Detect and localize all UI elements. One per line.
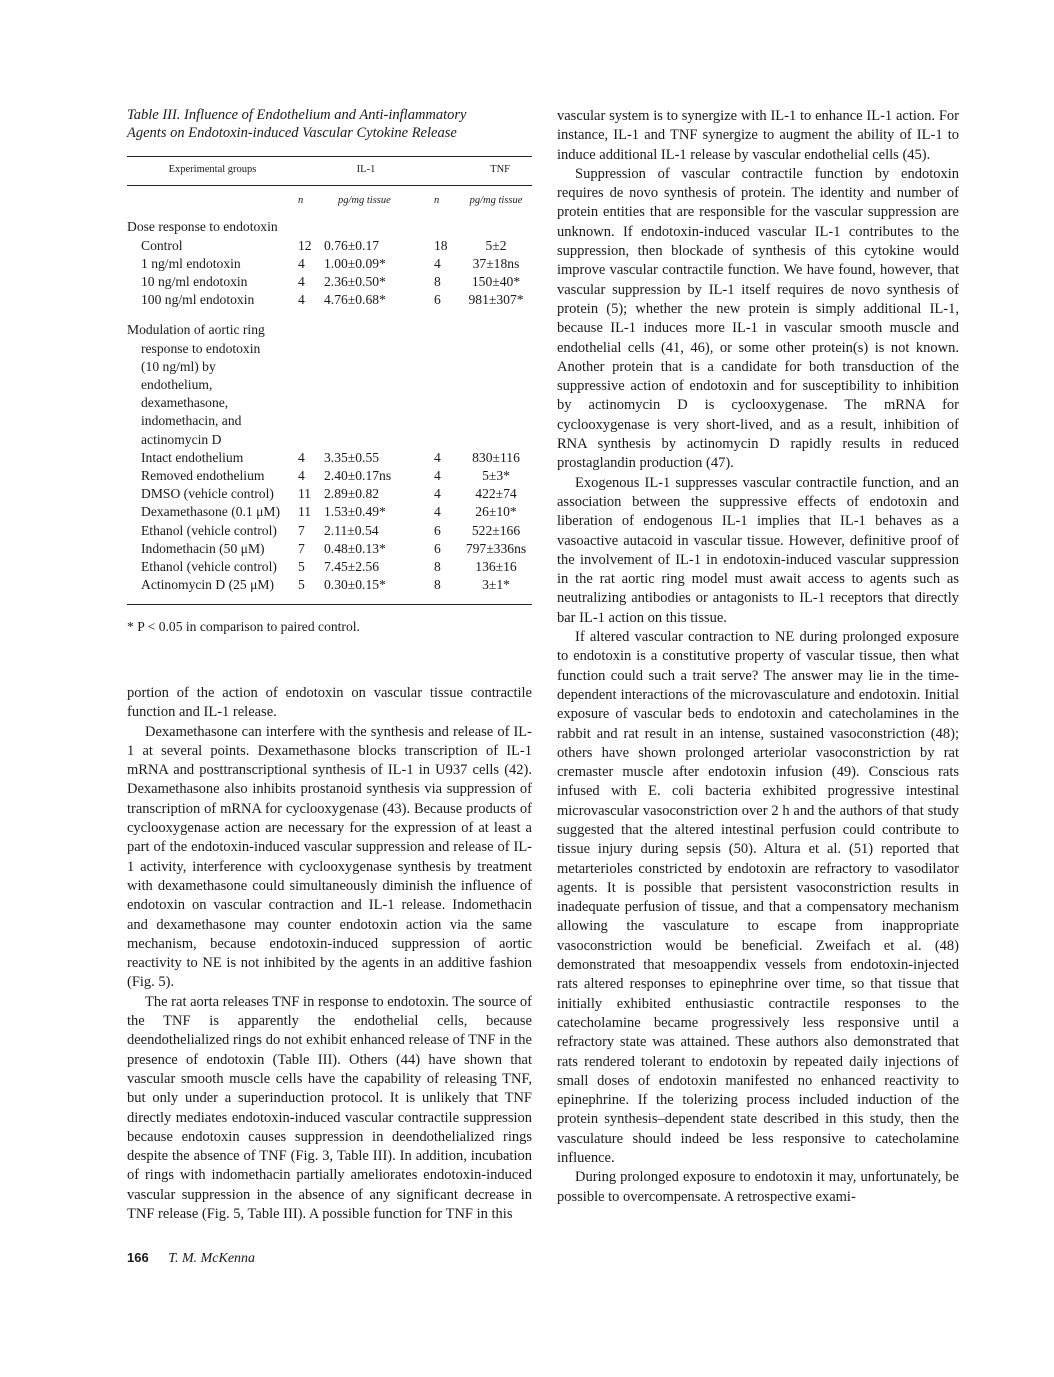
- tnf-value: 797±336ns: [465, 540, 527, 556]
- row-label: 10 ng/ml endotoxin: [141, 274, 248, 290]
- table-row: [127, 255, 532, 273]
- paragraph: portion of the action of endotoxin on vascular tissue contractile function and IL-1 release.: [127, 685, 532, 721]
- header-il1: IL-1: [356, 164, 376, 175]
- tnf-value: 150±40*: [471, 274, 521, 290]
- tnf-n: 4: [434, 255, 441, 271]
- il1-value: 7.45±2.56: [324, 559, 380, 575]
- section-title-line: response to endotoxin: [141, 340, 261, 356]
- il1-value: 2.89±0.82: [324, 486, 380, 502]
- table-subheader-row: [127, 186, 532, 210]
- il1-value: 2.40±0.17ns: [324, 468, 392, 484]
- section-title-line: dexamethasone,: [141, 395, 229, 411]
- subheader-unit: pg/mg tissue: [469, 195, 523, 207]
- table-row: [127, 485, 532, 503]
- il1-value: 2.36±0.50*: [324, 274, 386, 290]
- header-tnf: TNF: [490, 164, 510, 175]
- row-label: Ethanol (vehicle control): [141, 522, 277, 538]
- tnf-n: 18: [434, 237, 448, 253]
- tnf-value: 26±10*: [475, 504, 517, 520]
- il1-value: 1.00±0.09*: [324, 255, 386, 271]
- il1-n: 4: [298, 274, 305, 290]
- table-footnote: * P < 0.05 in comparison to paired control.: [127, 619, 360, 635]
- table-caption: [127, 107, 532, 142]
- il1-value: 0.48±0.13*: [324, 540, 386, 556]
- left-text-column: [127, 684, 532, 1224]
- tnf-value: 37±18ns: [472, 255, 520, 271]
- table-header-row: [127, 157, 532, 185]
- row-label: Removed endothelium: [141, 468, 265, 484]
- paragraph: During prolonged exposure to endotoxin it may, unfortunately, be possible to overcompensate. A retrospective exami-: [557, 1169, 959, 1205]
- data-table: [127, 157, 532, 594]
- row-label: DMSO (vehicle control): [141, 486, 274, 502]
- page-number: 166: [127, 1250, 149, 1265]
- il1-n: 4: [298, 255, 305, 271]
- table-row: [127, 467, 532, 485]
- paragraph: The rat aorta releases TNF in response to endotoxin. The source of the TNF is apparently the endothelial cells, because deendothelialized rings do not exhibit enhanced release of TNF in the presence of endotoxin (Table III). Others (44) have shown that vascular smooth muscle cells have the capability of releasing TNF, but only under a superinduction protocol. It is unlikely that TNF directly mediates endotoxin-induced vascular contractile suppression because endotoxin causes suppression in deendothelialized rings despite the absence of TNF (Fig. 3, Table III). In addition, incubation of rings with indomethacin partially ameliorates endotoxin-induced vascular suppression in the absence of any significant decrease in TNF release (Fig. 5, Table III). A possible function for TNF in this: [127, 993, 532, 1223]
- paragraph: vascular system is to synergize with IL-1 to enhance IL-1 action. For instance, IL-1 and TNF synergize to augment the ability of IL-1 to induce additional IL-1 release by vascular endothelial cells (45).: [557, 108, 959, 163]
- row-label: Intact endothelium: [141, 449, 244, 465]
- il1-n: 7: [298, 540, 305, 556]
- tnf-value: 422±74: [475, 486, 517, 502]
- tnf-value: 522±166: [471, 522, 521, 538]
- il1-n: 7: [298, 522, 305, 538]
- table-row: [127, 449, 532, 467]
- tnf-n: 6: [434, 522, 441, 538]
- paragraph: Suppression of vascular contractile function by endotoxin requires de novo synthesis of protein. The identity and number of protein entities that are responsible for the vascular suppression are unknown. If endotoxin-induced vascular IL-1 contributes to the suppression, then blockade of synthesis of this cytokine would improve vascular contractile function. We have found, however, that vascular suppression by IL-1 itself requires de novo synthesis of protein (5); whether the new protein is simply additional IL-1, because IL-1 induces more IL-1 in vascular smooth muscle and endothelial cells (41, 46), or some other protein(s) is not known. Another protein that is a candidate for both transduction of the suppressive action of endotoxin and for susceptibility to inhibition by actinomycin D is cyclooxygenase. The mRNA for cyclooxygenase is very short-lived, and as a result, inhibition of RNA synthesis by actinomycin D rapidly results in reduced prostaglandin production (47).: [557, 165, 959, 472]
- table-row: [127, 503, 532, 521]
- table-row: [127, 237, 532, 255]
- tnf-value: 5±3*: [482, 468, 510, 484]
- subheader-n: n: [434, 195, 440, 207]
- caption-line: Table III. Influence of Endothelium and Anti-inflammatory: [127, 107, 467, 123]
- row-label: 1 ng/ml endotoxin: [141, 255, 241, 271]
- subheader-unit: pg/mg tissue: [338, 195, 391, 207]
- caption-line: Agents on Endotoxin-induced Vascular Cytokine Release: [127, 124, 457, 141]
- table-row: [127, 273, 532, 291]
- tnf-value: 830±116: [472, 449, 520, 465]
- section-title-line: endothelium,: [141, 377, 213, 393]
- section-title-line: actinomycin D: [141, 431, 222, 447]
- il1-n: 11: [298, 504, 312, 520]
- il1-n: 5: [298, 559, 305, 575]
- il1-n: 11: [298, 486, 312, 502]
- il1-n: 4: [298, 292, 305, 308]
- subheader-n: n: [298, 195, 304, 207]
- table-row: [127, 540, 532, 558]
- section-title-line: (10 ng/ml) by: [141, 358, 216, 374]
- il1-value: 0.30±0.15*: [324, 577, 386, 593]
- il1-n: 5: [298, 577, 305, 593]
- il1-value: 0.76±0.17: [324, 237, 380, 253]
- table-bottom-rule: [127, 604, 532, 605]
- tnf-value: 5±2: [485, 237, 507, 253]
- header-groups: Experimental groups: [168, 164, 257, 175]
- table-row: [127, 522, 532, 540]
- table-row: [127, 576, 532, 594]
- table-row: [127, 291, 532, 309]
- il1-n: 12: [298, 237, 312, 253]
- running-author: T. M. McKenna: [168, 1251, 256, 1266]
- table-iii: [127, 107, 532, 635]
- tnf-n: 6: [434, 540, 441, 556]
- il1-value: 1.53±0.49*: [324, 504, 386, 520]
- paragraph: Exogenous IL-1 suppresses vascular contractile function, and an association between the suppressive effects of endotoxin and liberation of endogenous IL-1 implies that IL-1 behaves as a vasoactive autacoid in vascular tissue. However, definitive proof of the involvement of IL-1 in endotoxin-induced vascular suppression in the rat aortic ring model must await access to agents such as neutralizing antibodies or antagonists to IL-1 receptors that directly bar IL-1 action on this tissue.: [557, 474, 959, 626]
- tnf-n: 4: [434, 449, 441, 465]
- il1-value: 3.35±0.55: [324, 449, 380, 465]
- tnf-value: 136±16: [475, 559, 517, 575]
- paragraph: Dexamethasone can interfere with the synthesis and release of IL-1 at several points. Dexamethasone blocks transcription of IL-1 mRNA and posttranscriptional synthesis of IL-1 in U937 cells (42). Dexamethasone also inhibits prostanoid synthesis via suppression of transcription of mRNA for cyclooxygenase (43). Because products of cyclooxygenase action are necessary for the expression of at least a part of the endotoxin-induced vascular suppression and release of IL-1 activity, interference with cyclooxygenase synthesis by treatment with dexamethasone could simultaneously diminish the influence of endotoxin on vascular contraction and IL-1 release. Indomethacin and dexamethasone may counter endotoxin action via the same mechanism, because endotoxin-induced suppression of aortic reactivity to NE is not inhibited by the agents in an additive fashion (Fig. 5).: [127, 723, 532, 991]
- il1-n: 4: [298, 468, 305, 484]
- row-label: Ethanol (vehicle control): [141, 559, 277, 575]
- page-footer: [127, 1250, 255, 1267]
- tnf-n: 4: [434, 504, 441, 520]
- row-label: Actinomycin D (25 μM): [141, 577, 275, 593]
- section-title: Modulation of aortic ring: [127, 322, 265, 338]
- table-row: [127, 558, 532, 576]
- section-title-line: indomethacin, and: [141, 413, 242, 429]
- tnf-n: 4: [434, 468, 441, 484]
- row-label: Dexamethasone (0.1 μM): [141, 504, 281, 520]
- tnf-n: 8: [434, 559, 441, 575]
- tnf-n: 8: [434, 274, 441, 290]
- row-label: 100 ng/ml endotoxin: [141, 292, 255, 308]
- il1-value: 2.11±0.54: [324, 522, 379, 538]
- section-title: Dose response to endotoxin: [127, 219, 278, 235]
- il1-value: 4.76±0.68*: [324, 292, 386, 308]
- tnf-n: 4: [434, 486, 441, 502]
- row-label: Indomethacin (50 μM): [141, 540, 265, 556]
- paragraph: If altered vascular contraction to NE during prolonged exposure to endotoxin is a constitutive property of vascular tissue, then what function could such a trait serve? The answer may lie in the time-dependent interactions of the microvasculature and endotoxin. Initial exposure of vascular beds to endotoxin and catecholamines in the rabbit and rat result in an intense, sustained vasoconstriction (48); others have shown prolonged arteriolar vasoconstriction by rat cremaster muscle after endotoxin infusion (49). Conscious rats infused with E. coli bacteria exhibited progressive intestinal microvascular vasoconstriction over 2 h and the authors of that study suggested that the altered intestinal perfusion could contribute to tissue injury during sepsis (50). Altura et al. (51) reported that metarterioles constricted by endotoxin are refractory to vasodilator agents. It is possible that persistent vasoconstriction results in inadequate perfusion of tissue, and that a compensatory mechanism allowing the vasculature to escape from inappropriate vasoconstriction would be beneficial. Zweifach et al. (48) demonstrated that mesoappendix vessels from endotoxin-injected rats altered responses to epinephrine over time, so that tissue that initially exhibited enthusiastic contractile responses to the catecholamine became progressively less responsive until a refractory state was attained. These authors also demonstrated that rats rendered tolerant to endotoxin by repeated daily injections of small doses of endotoxin manifested no enhanced reactivity to epinephrine. If the tolerizing process included induction of the protein synthesis–dependent state described in this study, then the vasculature should indeed be less responsive to catecholamine influence.: [557, 629, 959, 1167]
- tnf-value: 3±1*: [482, 577, 510, 593]
- row-label: Control: [141, 237, 183, 253]
- il1-n: 4: [298, 449, 305, 465]
- tnf-n: 6: [434, 292, 441, 308]
- tnf-value: 981±307*: [468, 292, 524, 308]
- tnf-n: 8: [434, 577, 441, 593]
- right-text-column: [557, 107, 959, 1207]
